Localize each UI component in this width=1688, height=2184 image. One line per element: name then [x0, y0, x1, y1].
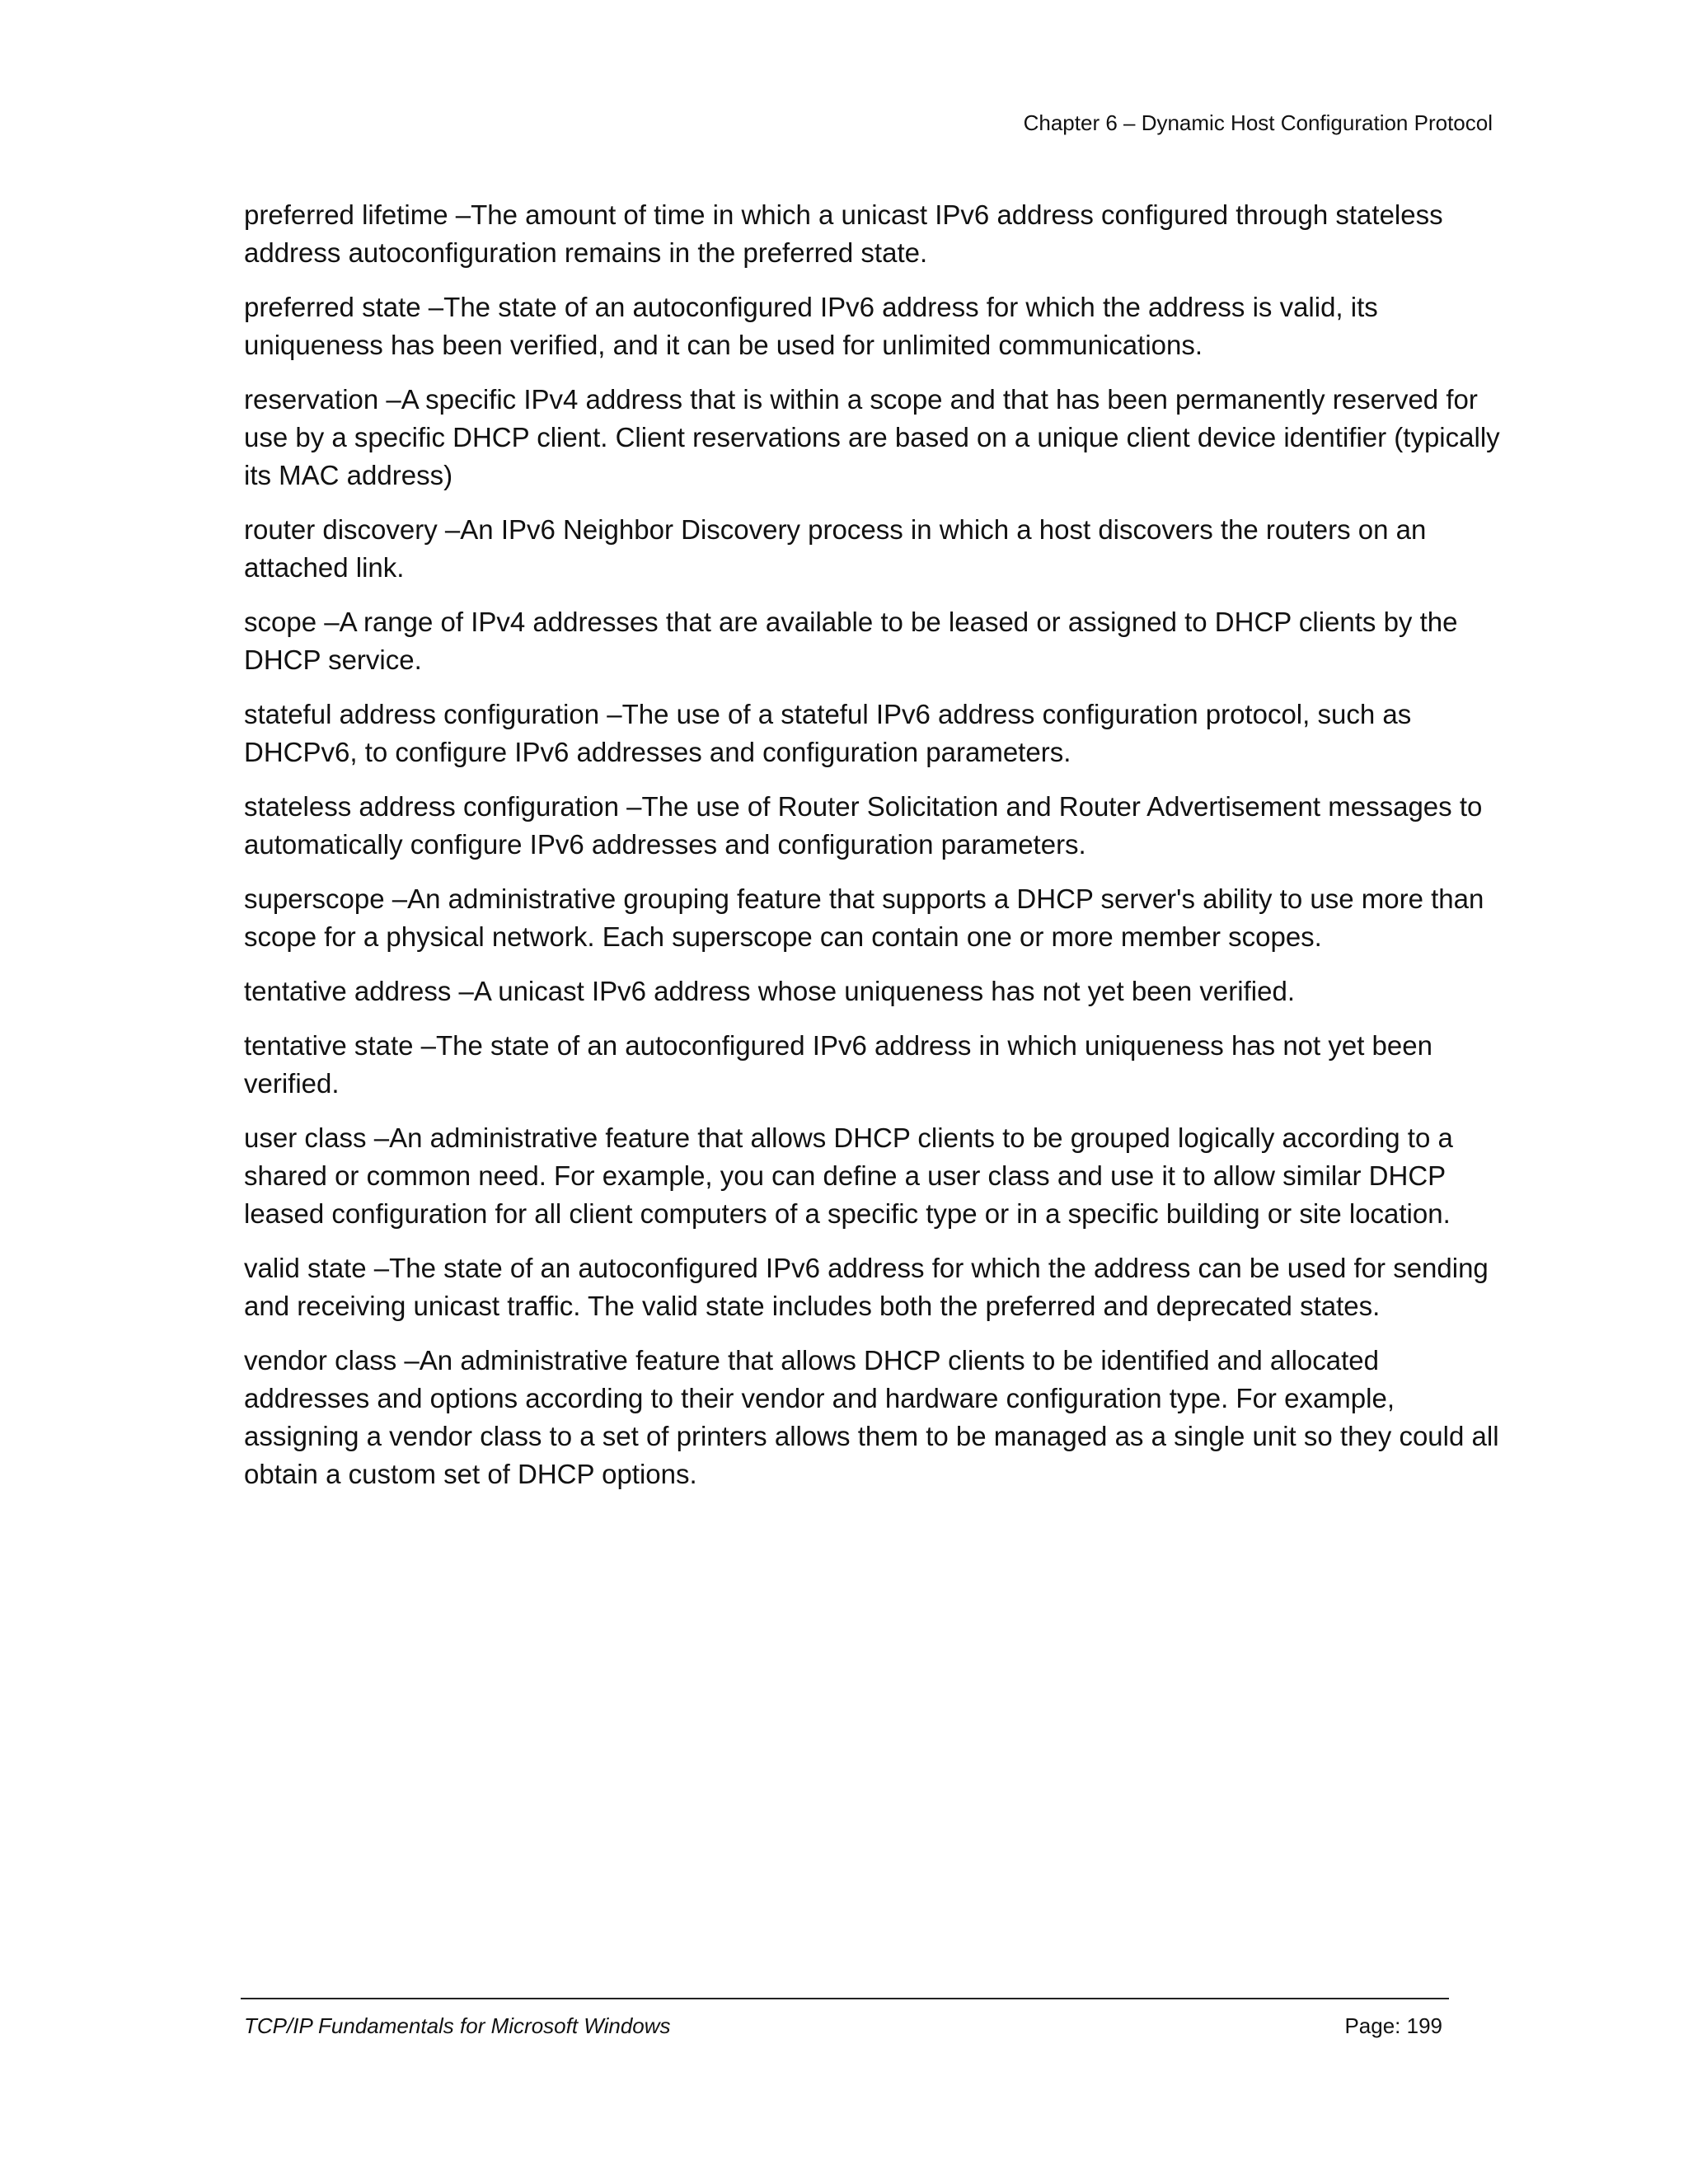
- glossary-entry-stateless-address-configuration: [244, 788, 1505, 864]
- glossary-term: preferred lifetime: [244, 199, 448, 230]
- glossary-definition: A range of IPv4 addresses that are available to be leased or assigned to DHCP clients by the DHCP service.: [244, 607, 1458, 675]
- glossary-term: tentative address: [244, 976, 452, 1006]
- glossary-definition: A specific IPv4 address that is within a scope and that has been permanently reserved for use by a specific DHCP client. Client reservations are based on a unique client device identifier (typically its MAC address): [244, 384, 1500, 490]
- glossary-entry-stateful-address-configuration: [244, 696, 1505, 771]
- term-separator: [316, 607, 340, 637]
- term-separator: [619, 791, 642, 822]
- term-separator: [599, 699, 622, 729]
- glossary-term: scope: [244, 607, 317, 637]
- glossary-definition: The use of Router Solicitation and Router Advertisement messages to automatically configure IPv6 addresses and configuration parameters.: [244, 791, 1483, 860]
- glossary-term: tentative state: [244, 1030, 414, 1061]
- glossary-definition: An administrative feature that allows DHCP clients to be identified and allocated addresses and options according to their vendor and hardware configuration type. For example, assigning a vendor class to a set of printers allows them to be managed as a single unit so they could all obtain a custom set of DHCP options.: [244, 1345, 1499, 1489]
- glossary-entry-user-class: [244, 1119, 1505, 1233]
- glossary-definition: An administrative feature that allows DHCP clients to be grouped logically according to a shared or common need. For example, you can define a user class and use it to allow similar DHCP leased configuration for all client computers of a specific type or in a specific building or site location.: [244, 1122, 1453, 1229]
- term-separator: [421, 292, 444, 322]
- term-separator: [396, 1345, 420, 1376]
- glossary-entry-router-discovery: [244, 511, 1505, 587]
- term-separator: [413, 1030, 436, 1061]
- term-separator: [451, 976, 474, 1006]
- glossary-term: superscope: [244, 883, 385, 914]
- term-separator: [367, 1253, 390, 1283]
- footer-divider: [241, 1998, 1449, 1999]
- glossary-entry-superscope: [244, 880, 1505, 956]
- glossary-definition: The state of an autoconfigured IPv6 address for which the address can be used for sending and receiving unicast traffic. The valid state includes both the preferred and deprecated states.: [244, 1253, 1489, 1321]
- glossary-definition: The state of an autoconfigured IPv6 address for which the address is valid, its uniqueness has been verified, and it can be used for unlimited communications.: [244, 292, 1378, 360]
- glossary-list: [244, 196, 1505, 1510]
- glossary-term: valid state: [244, 1253, 367, 1283]
- running-header: Chapter 6 – Dynamic Host Configuration Protocol: [1023, 110, 1493, 135]
- glossary-term: stateful address configuration: [244, 699, 600, 729]
- glossary-term: preferred state: [244, 292, 421, 322]
- glossary-entry-scope: [244, 603, 1505, 679]
- glossary-entry-vendor-class: [244, 1342, 1505, 1493]
- glossary-definition: The state of an autoconfigured IPv6 address in which uniqueness has not yet been verified.: [244, 1030, 1432, 1099]
- term-separator: [448, 199, 471, 230]
- glossary-definition: The use of a stateful IPv6 address configuration protocol, such as DHCPv6, to configure IPv6 addresses and configuration parameters.: [244, 699, 1412, 767]
- glossary-term: vendor class: [244, 1345, 397, 1376]
- glossary-entry-preferred-state: [244, 288, 1505, 364]
- glossary-definition: The amount of time in which a unicast IPv6 address configured through stateless address autoconfiguration remains in the preferred state.: [244, 199, 1443, 268]
- glossary-entry-preferred-lifetime: [244, 196, 1505, 272]
- term-separator: [367, 1122, 390, 1153]
- glossary-definition: A unicast IPv6 address whose uniqueness has not yet been verified.: [473, 976, 1295, 1006]
- term-separator: [378, 384, 401, 415]
- glossary-term: router discovery: [244, 514, 438, 545]
- glossary-entry-reservation: [244, 381, 1505, 494]
- footer-page-number: Page: 199: [1344, 2013, 1442, 2038]
- glossary-term: user class: [244, 1122, 367, 1153]
- glossary-definition: An administrative grouping feature that supports a DHCP server's ability to use more than scope for a physical network. Each superscope can contain one or more member scopes.: [244, 883, 1484, 952]
- glossary-entry-valid-state: [244, 1249, 1505, 1325]
- glossary-term: reservation: [244, 384, 379, 415]
- term-separator: [438, 514, 461, 545]
- term-separator: [385, 883, 408, 914]
- glossary-definition: An IPv6 Neighbor Discovery process in which a host discovers the routers on an attached link.: [244, 514, 1427, 583]
- glossary-entry-tentative-address: [244, 972, 1505, 1010]
- glossary-entry-tentative-state: [244, 1027, 1505, 1103]
- footer-book-title: TCP/IP Fundamentals for Microsoft Windows: [244, 2013, 671, 2038]
- glossary-term: stateless address configuration: [244, 791, 619, 822]
